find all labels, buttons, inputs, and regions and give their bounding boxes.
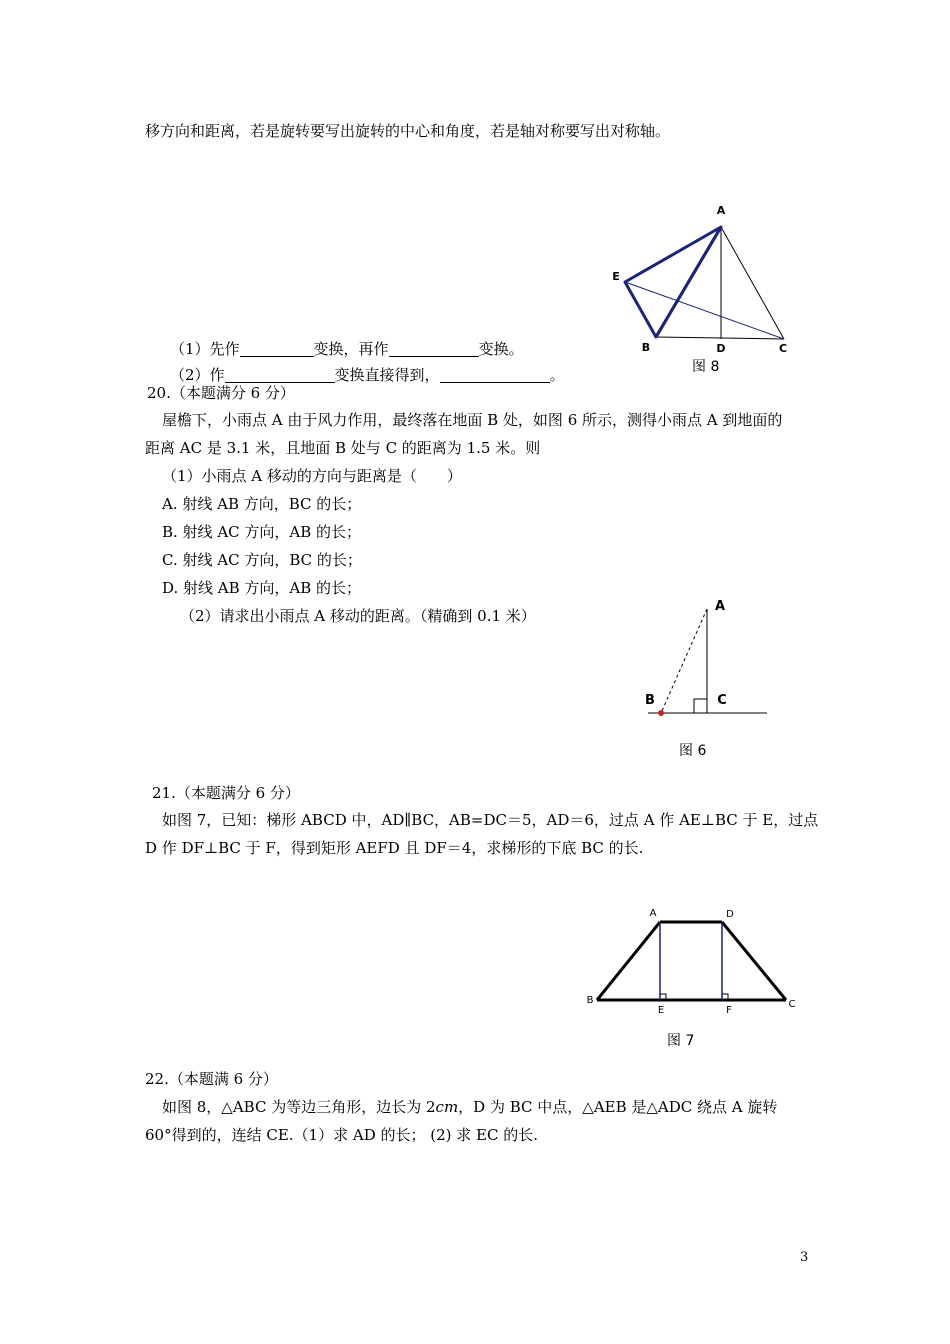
answer-blank-3[interactable] <box>225 366 335 383</box>
label-A: A <box>714 599 726 614</box>
figure-7 <box>580 900 805 1020</box>
label-F: F <box>726 1005 732 1016</box>
q19-sub2: （2）作 变换直接得到， 。 <box>170 366 565 384</box>
label-B: B <box>641 341 651 354</box>
figure-8-caption: 图 8 <box>692 359 720 375</box>
seg-AC <box>721 227 784 339</box>
label-C: C <box>717 693 727 708</box>
q20-option-c: C. 射线 AC 方向，BC 的长； <box>162 551 362 569</box>
label-E: E <box>657 1005 665 1016</box>
triangle-AEB <box>625 227 721 337</box>
q20-option-a: A. 射线 AB 方向，BC 的长； <box>162 495 362 513</box>
answer-blank-1[interactable] <box>240 340 314 357</box>
right-angle-mark <box>694 699 707 713</box>
leg-AB <box>597 922 660 1000</box>
figure-7-caption: 图 7 <box>667 1033 695 1049</box>
label-B: B <box>645 693 655 708</box>
label-A: A <box>716 204 726 217</box>
figure-8 <box>600 195 800 380</box>
q22-body-line1: 如图 8，△ABC 为等边三角形，边长为 2cm，D 为 BC 中点，△AEB 是△ADC 绕点 A 旋转 <box>162 1098 778 1116</box>
q19-sub1: （1）先作 变换，再作 变换。 <box>170 340 524 358</box>
page-number: 3 <box>800 1250 809 1265</box>
leg-DC <box>722 922 786 1000</box>
q21-body-line2: D 作 DF⊥BC 于 F，得到矩形 AEFD 且 DF＝4，求梯形的下底 BC 的长. <box>145 839 644 857</box>
label-D: D <box>716 342 726 355</box>
q20-body-line2: 距离 AC 是 3.1 米，且地面 B 处与 C 的距离为 1.5 米。则 <box>145 439 541 457</box>
label-A: A <box>649 908 657 919</box>
q20-header: 20.（本题满分 6 分） <box>147 384 295 402</box>
seg-EC <box>625 282 784 339</box>
q21-body-line1: 如图 7，已知：梯形 ABCD 中，AD∥BC，AB=DC＝5，AD＝6，过点 A 作 AE⊥BC 于 E，过点 <box>162 811 819 829</box>
answer-blank-2[interactable] <box>389 340 479 357</box>
figure-6-caption: 图 6 <box>679 743 707 759</box>
label-C: C <box>778 342 788 355</box>
q20-sub1: （1）小雨点 A 移动的方向与距离是（ ） <box>162 467 462 485</box>
q22-body-line2: 60°得到的，连结 CE.（1）求 AD 的长； (2) 求 EC 的长. <box>145 1126 539 1144</box>
q22-header: 22.（本题满 6 分） <box>145 1070 278 1088</box>
answer-blank-4[interactable] <box>440 366 550 383</box>
figure-6 <box>640 595 775 720</box>
label-E: E <box>612 270 620 283</box>
q20-option-b: B. 射线 AC 方向，AB 的长； <box>162 523 362 541</box>
q20-option-d: D. 射线 AB 方向，AB 的长； <box>162 579 362 597</box>
seg-AB <box>656 227 721 337</box>
seg-BC <box>656 337 784 339</box>
label-D: D <box>726 909 734 920</box>
q21-header: 21.（本题满分 6 分） <box>152 784 300 802</box>
intro-line: 移方向和距离，若是旋转要写出旋转的中心和角度，若是轴对称要写出对称轴。 <box>145 122 671 140</box>
label-C: C <box>788 999 796 1010</box>
label-B: B <box>586 995 594 1006</box>
raindrop-point-B <box>658 710 664 716</box>
q20-body-line1: 屋檐下，小雨点 A 由于风力作用，最终落在地面 B 处，如图 6 所示，测得小雨点 A 到地面的 <box>162 411 783 429</box>
q20-sub2: （2）请求出小雨点 A 移动的距离。（精确到 0.1 米） <box>180 607 536 625</box>
seg-AB-dashed <box>661 609 707 713</box>
